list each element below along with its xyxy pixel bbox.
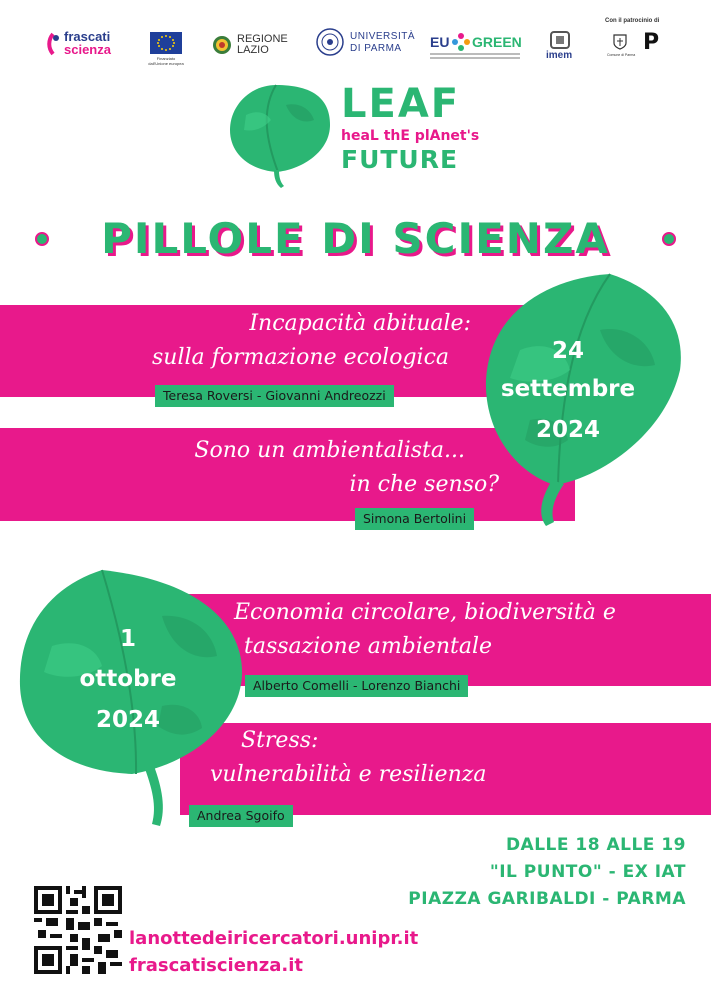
comune-caption: Comune di Parma [607,53,636,57]
event1-talk2-title-line2: in che senso? [349,472,499,497]
leaf-subtitle: heaL thE plAnet's [341,128,480,144]
leaf-title: LEAF [341,81,461,127]
unipr-logo [316,28,416,58]
link-frascatiscienza[interactable]: frascatiscienza.it [129,955,303,976]
imem-logo [546,31,578,63]
unipr-seal-icon [316,28,344,56]
regione-lazio-logo [212,33,292,57]
patrocinio-block [605,18,677,62]
event2-talk1-speaker: Alberto Comelli - Lorenzo Bianchi [245,675,468,697]
patrocinio-text: Con il patrocinio di [605,18,660,24]
event1-date-day: 24 [551,338,584,364]
headline-dot-right [662,232,676,246]
frascati-scienza-logo [44,30,124,60]
headline: PILLOLE DI SCIENZA [101,214,610,263]
eu-logo [150,32,185,68]
comune-parma-crest-icon [613,34,627,50]
eugreen-eu-text: EU [430,34,450,50]
imem-text: imem [546,50,573,61]
eugreen-caption-line-2 [430,57,520,59]
eugreen-caption-line [430,53,520,55]
eu-flag-icon [150,32,182,54]
scienza-text: scienza [64,42,111,57]
link-nottedeiricercatori[interactable]: lanottedeiricercatori.unipr.it [129,928,419,949]
event1-talk2-speaker: Simona Bertolini [355,508,474,530]
unipr-text-2: DI PARMA [350,43,402,54]
event2-date-day: 1 [119,626,136,652]
leaf-logo-icon [226,80,338,190]
event1-talk2-title-line1: Sono un ambientalista... [194,438,465,463]
event1-talk1-speaker: Teresa Roversi - Giovanni Andreozzi [155,385,394,407]
eu-caption-1: Finanziato [156,56,176,61]
qr-code-icon [34,886,122,974]
event2-talk1-title-line2: tassazione ambientale [244,634,493,659]
eugreen-logo [430,32,525,60]
event2-talk2-title-line1: Stress: [241,728,319,753]
eu-caption-2: dall'Unione europea [148,61,184,66]
regione-crest-icon [212,34,232,56]
event1-date-year: 2024 [535,417,600,443]
event1-date-month: settembre [500,376,636,402]
event2-talk2-speaker: Andrea Sgoifo [189,805,293,827]
frascati-mark-icon [44,32,62,56]
eugreen-flower-icon [452,33,470,51]
frascati-text: frascati [64,29,111,44]
event1-talk1-title-line1: Incapacità abituale: [249,311,471,336]
parma-p-logo: P [643,30,660,55]
info-place: PIAZZA GARIBALDI - PARMA [408,889,686,909]
event2-talk2-title-line2: vulnerabilità e resilienza [210,762,487,787]
event2-date-year: 2024 [95,707,160,733]
event2-talk1-title-line1: Economia circolare, biodiversità e [234,600,616,625]
event2-date-month: ottobre [79,666,177,692]
info-time: DALLE 18 ALLE 19 [505,835,686,855]
event1-talk1-title-line2: sulla formazione ecologica [152,345,449,370]
unipr-text-1: UNIVERSITÀ [350,31,416,42]
cnr-mark-icon [550,31,570,49]
headline-dot-left [35,232,49,246]
regione-text-2: LAZIO [237,44,269,56]
eugreen-green-text: GREEN [472,34,522,50]
info-venue: "IL PUNTO" - EX IAT [489,862,686,882]
regione-text-1: REGIONE [237,33,288,45]
leaf-future: FUTURE [341,145,459,174]
header-logos [0,0,711,75]
